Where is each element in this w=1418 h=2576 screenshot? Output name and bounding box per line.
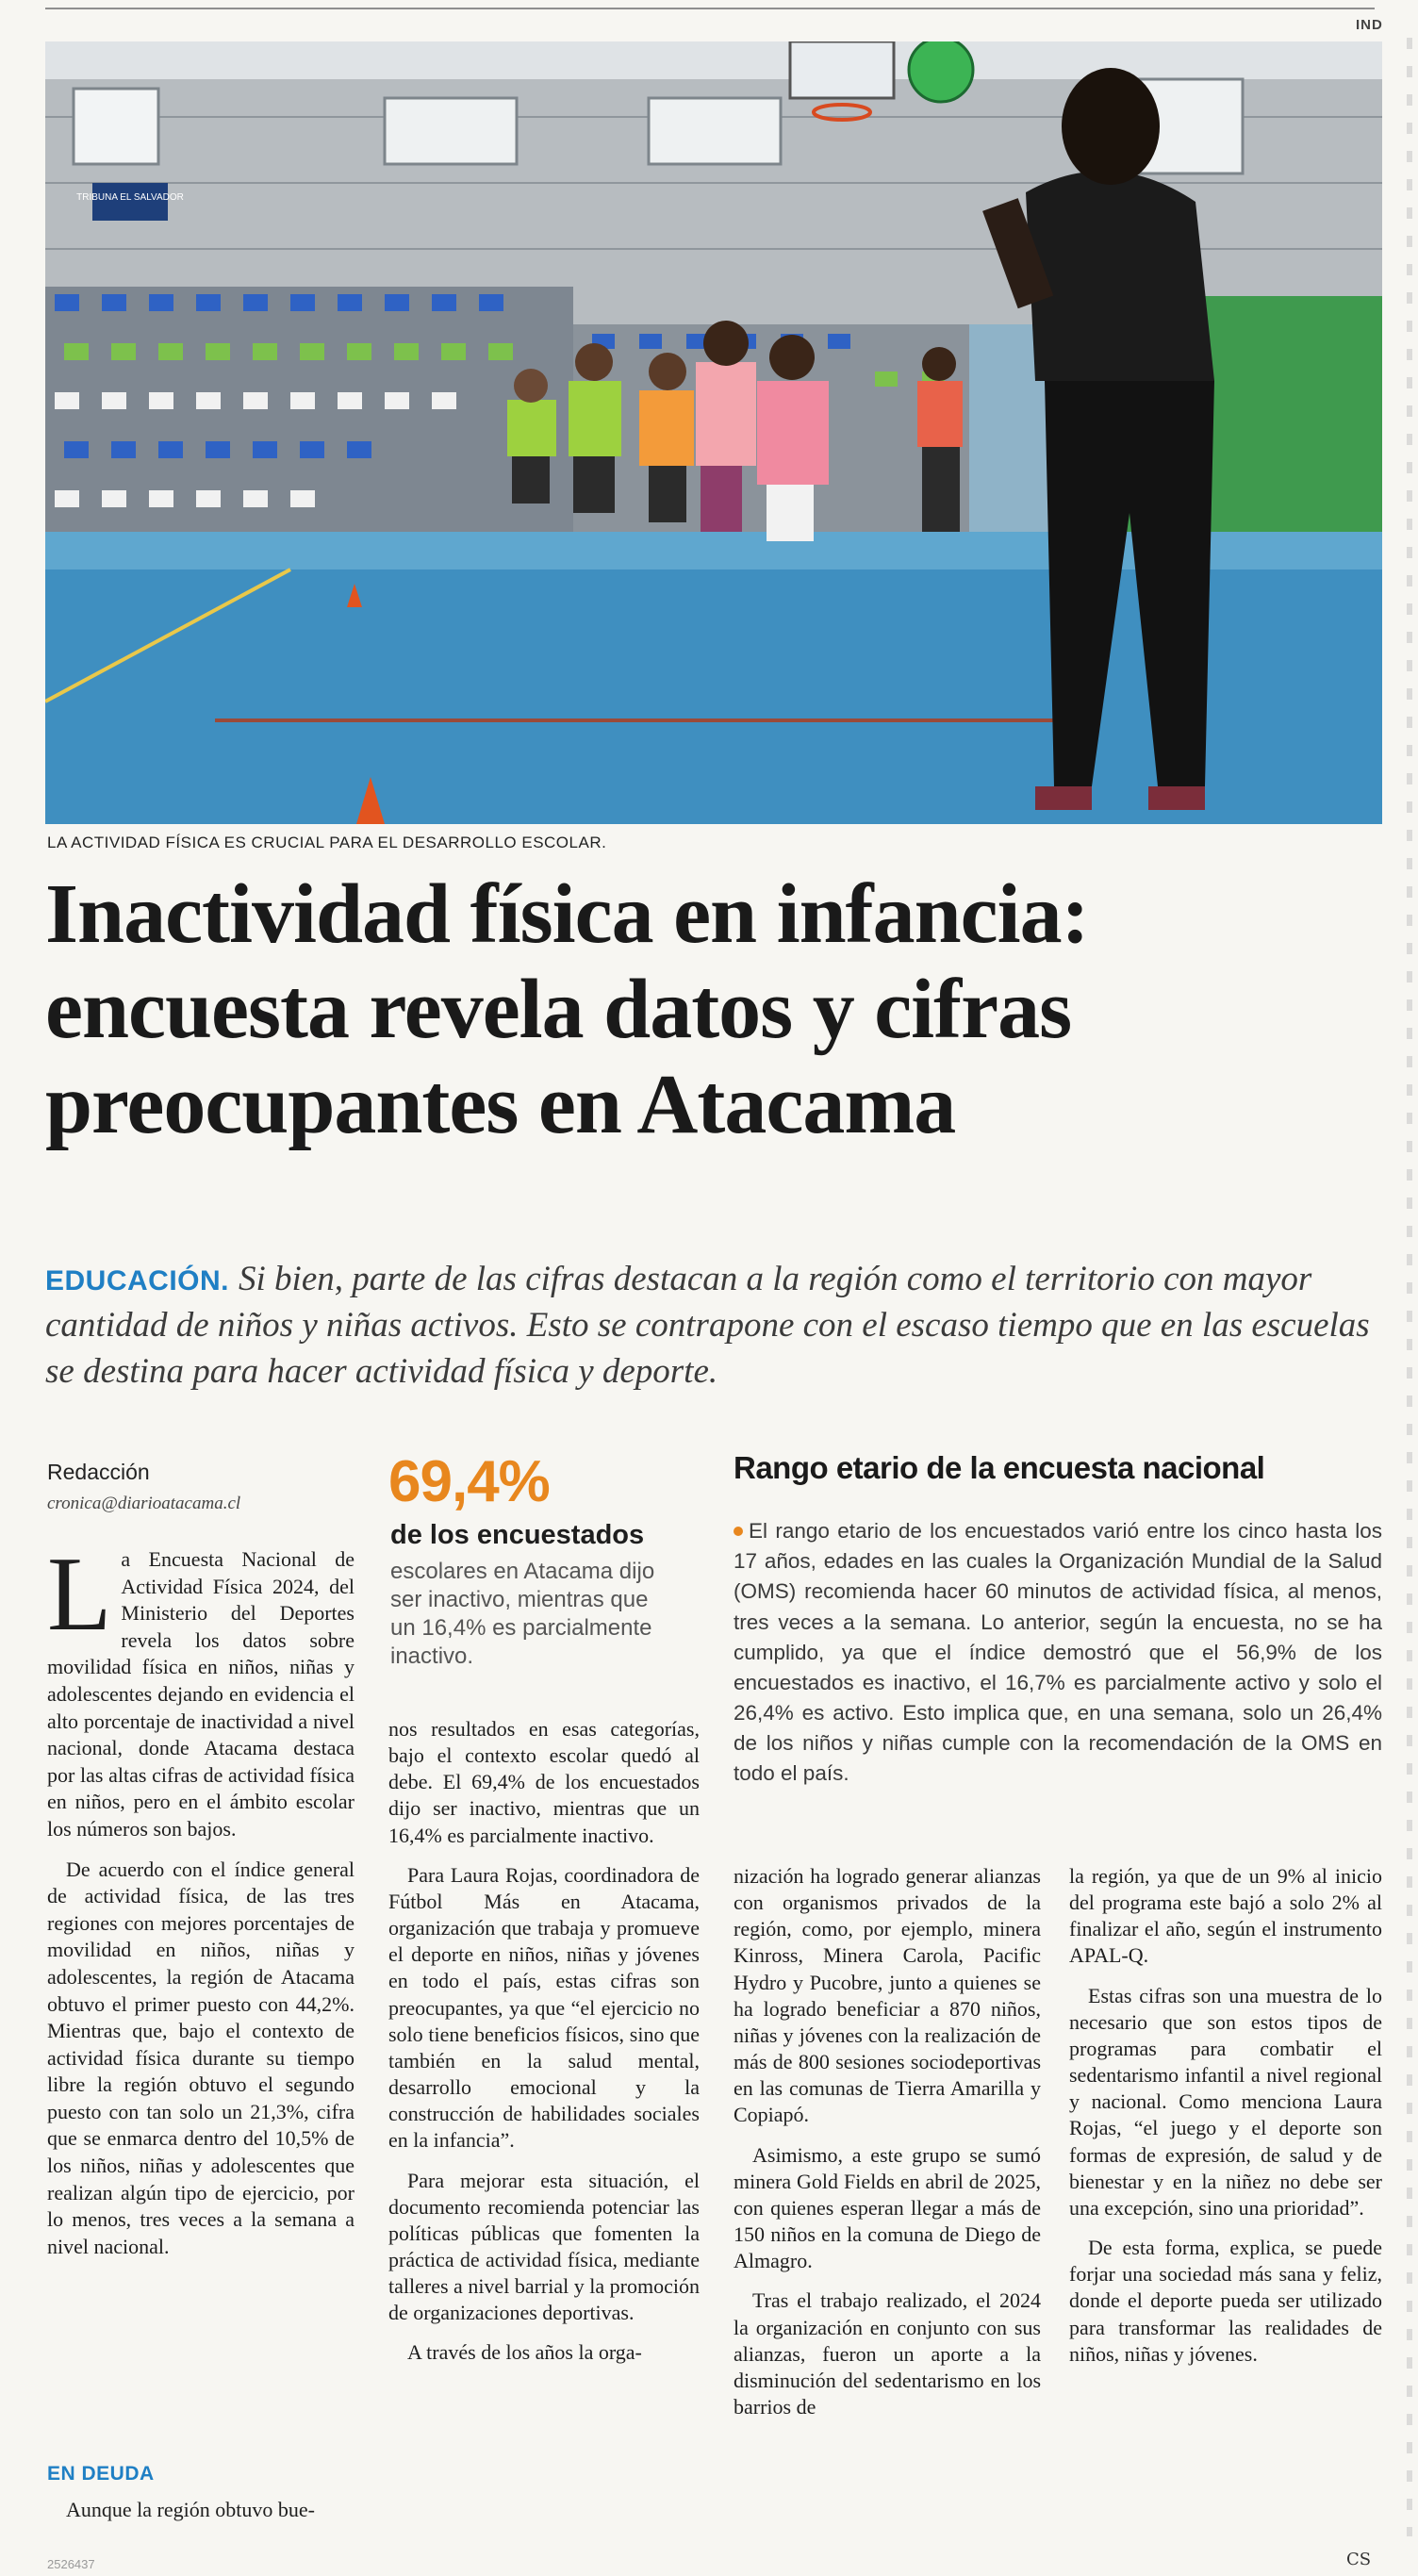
column-3-paragraph-3: Tras el trabajo realizado, el 2024 la organización en conjunto con sus alianzas, fueron un aporte a la disminución del sedentarismo en los barrios de [734,2288,1041,2419]
box-text [734,1516,1382,1790]
headline [45,867,1384,1152]
column-1-paragraph-3: Aunque la región obtuvo bue- [66,2498,315,2521]
column-1-paragraph-1: a Encuesta Nacional de Actividad Física 2024, del Ministerio del Deportes revela los datos sobre movilidad física en niños, niñas y adolescentes dejando en evidencia el alto porcentaje de inactividad a nivel nacional, donde Atacama destaca por las altas cifras de actividad física en niños, pero en el ámbito escolar los números son bajos. [47,1547,354,1841]
end-mark: CS [1346,2550,1372,2569]
photo-caption: LA ACTIVIDAD FÍSICA ES CRUCIAL PARA EL DESARROLLO ESCOLAR. [47,834,607,851]
top-rule [45,8,1375,9]
lead-text: Si bien, parte de las cifras destacan a la región como el territorio con mayor cantidad de niños y niñas activos. Esto se contrapone con el escaso tiempo que en las escuelas se destina para hacer actividad física y deporte. [45,1260,1370,1392]
column-2-paragraph-1: nos resultados en esas categorías, bajo el contexto escolar quedó al debe. El 69,4% de los encuestados dijo ser inactivo, mientras que un 16,4% es parcialmente inactivo. [388,1717,700,1847]
headline-line-3: preocupantes en Atacama [45,1057,956,1151]
lead-paragraph [45,1256,1384,1395]
subhead-en-deuda: EN DEUDA [47,2463,155,2485]
column-2-paragraph-2: Para Laura Rojas, coordinadora de Fútbol Más en Atacama, organización que trabaja y promueve el deporte en niños, niñas y jóvenes en todo el país, estas cifras son preocupantes, ya que “el ejercicio no solo tiene beneficios físicos, sino que también en la salud mental, desarrollo emocional y la construcción de habilidades sociales en la infancia”. [388,1862,700,2153]
section-kicker: EDUCACIÓN. [45,1265,230,1296]
tribune-sign: TRIBUNA EL SALVADOR [76,192,184,203]
column-4-paragraph-1: la región, ya que de un 9% al inicio del programa este bajó a solo 2% al finalizar el año, según el instrumento APAL-Q. [1069,1864,1382,1968]
gym-scene-illustration [45,41,1382,824]
highlight-text: escolares en Atacama dijo ser inactivo, mientras que un 16,4% es parcialmente inactivo. [390,1559,655,1669]
column-2-paragraph-4: A través de los años la orga- [407,2340,642,2365]
margin-strip [1407,38,1412,2536]
column-3-paragraph-2: Asimismo, a este grupo se sumó minera Gold Fields en abril de 2025, con quienes esperan llegar a más de 150 niños en la comuna de Diego de Almagro. [734,2142,1041,2273]
column-4-paragraph-2: Estas cifras son una muestra de lo necesario que son estos tipos de programas para combatir el sedentarismo infantil a nivel regional y nacional. Como menciona Laura Rojas, “el juego y el deporte son formas de expresión, de salud y de bienestar y en la niñez no debe ser una excepción, sino una prioridad”. [1069,1983,1382,2220]
section-tag: IND [1356,17,1383,33]
byline: Redacción [47,1460,150,1484]
box-text-body: El rango etario de los encuestados varió entre los cinco hasta los 17 años, edades en las cuales la Organización Mundial de la Salud (OMS) recomienda hacer 60 minutos de actividad física, al menos, tres veces a la semana. Lo anterior, según la encuesta, no se ha cumplido, ya que el índice demostró que el 56,9% de los encuestados es inactivo, el 16,7% es parcialmente activo y solo el 26,4% es activo. Esto implica que, en una semana, solo un 26,4% de los niños y niñas cumple con la recomendación de la OMS en todo el país. [734,1519,1382,1786]
column-4-paragraph-3: De esta forma, explica, se puede forjar una sociedad más sana y feliz, donde el deporte pueda ser utilizado para transformar las realidades de niños, niñas y jóvenes. [1069,2236,1382,2366]
column-3-paragraph-1: nización ha logrado generar alianzas con organismos privados de la región, como, por ejemplo, minera Kinross, Minera Carola, Pacific Hydro y Pucobre, junto a quienes se ha logrado beneficiar a 870 niños, niñas y jóvenes con la realización de más de 800 sesiones sociodeportivas en las comunas de Tierra Amarilla y Copiapó. [734,1864,1041,2127]
highlight-number: 69,4% [388,1449,550,1514]
column-3 [734,1863,1041,2434]
author-email[interactable]: cronica@diarioatacama.cl [47,1494,241,1513]
article-photo [45,41,1382,824]
column-2-paragraph-3: Para mejorar esta situación, el documento recomienda potenciar las políticas públicas que fomenten la práctica de actividad física, mediante talleres a nivel barrial y la promoción de organizaciones deportivas. [388,2168,700,2325]
headline-line-2: encuesta revela datos y cifras [45,962,1072,1056]
headline-line-1: Inactividad física en infancia: [45,867,1089,961]
bullet-icon [734,1527,743,1536]
dropcap: L [47,1536,112,1653]
highlight-label: de los encuestados [390,1520,645,1550]
column-1-paragraph-2: De acuerdo con el índice general de actividad física, de las tres regiones con mejores porcentajes de movilidad en niños, niñas y adolescentes, la región de Atacama obtuvo el primer puesto con 44,2%. Mientras que, bajo el contexto de actividad física durante su tiempo libre la región obtuvo el segundo puesto con tan solo un 21,3%, cifra que se enmarca dentro del 10,5% de los niños, niñas y adolescentes que realizan algún tipo de ejercicio, por lo menos, tres veces a la semana a nivel nacional. [47,1857,354,2258]
column-1 [47,1536,354,2260]
column-4 [1069,1863,1382,2381]
box-title: Rango etario de la encuesta nacional [734,1450,1265,1485]
column-2 [388,1716,700,2380]
page-code: 2526437 [47,2557,95,2571]
